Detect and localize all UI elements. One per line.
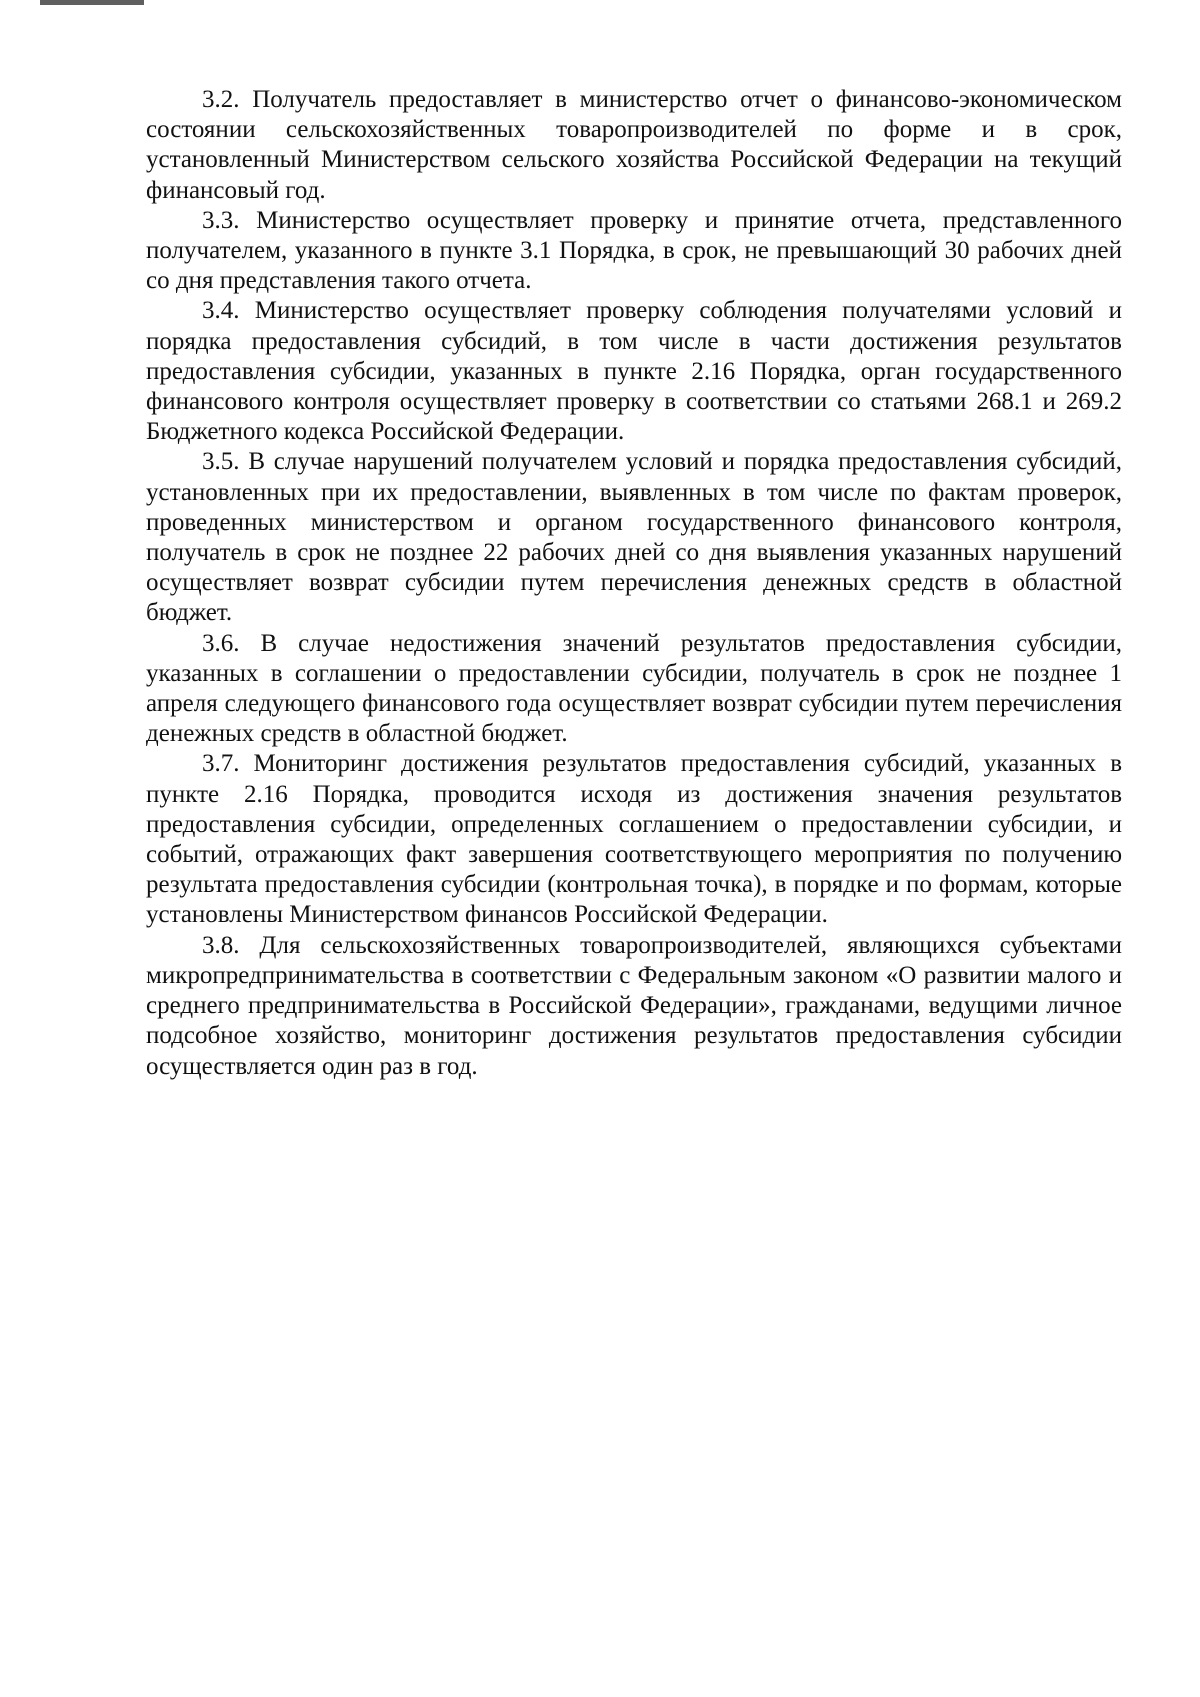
paragraph-3-8: 3.8. Для сельскохозяйственных товаропроизводителей, являющихся субъектами микропредпринимательства в соответствии с Федеральным законом «О развитии малого и среднего предпринимательства в Российской Федерации», гражданами, ведущими личное подсобное хозяйство, мониторинг достижения результатов предоставления субсидии осуществляется один раз в год. bbox=[146, 931, 1122, 1080]
paragraph-3-6: 3.6. В случае недостижения значений результатов предоставления субсидии, указанных в соглашении о предоставлении субсидии, получатель в срок не позднее 1 апреля следующего финансового года осуществляет возврат субсидии путем перечисления денежных средств в областной бюджет. bbox=[146, 629, 1122, 748]
scan-artifact bbox=[40, 0, 144, 5]
paragraph-3-4: 3.4. Министерство осуществляет проверку соблюдения получателями условий и порядка предоставления субсидий, в том числе в части достижения результатов предоставления субсидии, указанных в пункте 2.16 Порядка, орган государственного финансового контроля осуществляет проверку в соответствии со статьями 268.1 и 269.2 Бюджетного кодекса Российской Федерации. bbox=[146, 297, 1122, 446]
document-body bbox=[146, 85, 1122, 1082]
paragraph-3-5: 3.5. В случае нарушений получателем условий и порядка предоставления субсидий, установленных при их предоставлении, выявленных в том числе по фактам проверок, проведенных министерством и органом государственного финансового контроля, получатель в срок не позднее 22 рабочих дней со дня выявления указанных нарушений осуществляет возврат субсидии путем перечисления денежных средств в областной бюджет. bbox=[146, 448, 1122, 627]
paragraph-3-2: 3.2. Получатель предоставляет в министерство отчет о финансово-экономическом состоянии сельскохозяйственных товаропроизводителей по форме и в срок, установленный Министерством сельского хозяйства Российской Федерации на текущий финансовый год. bbox=[146, 86, 1122, 204]
paragraph-3-3: 3.3. Министерство осуществляет проверку и принятие отчета, представленного получателем, указанного в пункте 3.1 Порядка, в срок, не превышающий 30 рабочих дней со дня представления такого отчета. bbox=[146, 206, 1122, 295]
paragraph-3-7: 3.7. Мониторинг достижения результатов предоставления субсидий, указанных в пункте 2.16 Порядка, проводится исходя из достижения значения результатов предоставления субсидии, определенных соглашением о предоставлении субсидии, и событий, отражающих факт завершения соответствующего мероприятия по получению результата предоставления субсидии (контрольная точка), в порядке и по формам, которые установлены Министерством финансов Российской Федерации. bbox=[146, 750, 1122, 929]
